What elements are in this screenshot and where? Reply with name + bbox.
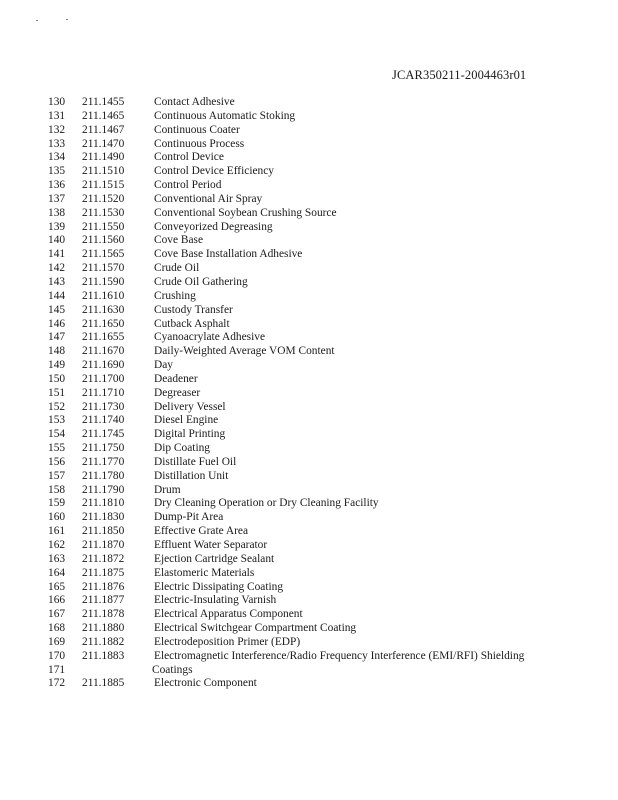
list-item (0, 373, 618, 387)
defined-term: Diesel Engine (154, 414, 219, 427)
line-number: 147 (48, 331, 66, 344)
line-number: 148 (48, 345, 66, 358)
line-number: 142 (48, 262, 66, 275)
section-number: 211.1883 (82, 649, 125, 662)
section-number: 211.1570 (82, 262, 125, 275)
defined-term: Effluent Water Separator (154, 539, 268, 551)
defined-term: Electromagnetic Interference/Radio Frequency Interference (EMI/RFI) Shielding (154, 649, 525, 662)
section-number: 211.1878 (82, 608, 125, 621)
list-item (0, 539, 618, 553)
section-number: 211.1490 (82, 151, 125, 164)
line-number: 169 (48, 635, 66, 648)
defined-term: Contact Adhesive (154, 96, 235, 108)
defined-term: Continuous Automatic Stoking (154, 109, 296, 122)
defined-term: Drum (154, 483, 181, 496)
defined-term: Continuous Process (154, 137, 245, 150)
line-number: 151 (48, 386, 66, 399)
list-item (0, 470, 618, 484)
section-number: 211.1780 (82, 469, 125, 482)
section-number: 211.1470 (82, 137, 125, 150)
line-number: 137 (48, 192, 66, 205)
line-number: 135 (48, 165, 66, 178)
defined-term: Degreaser (154, 386, 201, 399)
defined-term: Crude Oil (154, 262, 200, 275)
section-number: 211.1560 (82, 234, 125, 247)
list-item (0, 442, 618, 456)
document-id: JCAR350211-2004463r01 (392, 68, 527, 82)
defined-term: Continuous Coater (154, 123, 240, 136)
line-number: 159 (48, 497, 66, 510)
defined-term: Conventional Air Spray (154, 192, 263, 205)
defined-term: Conveyorized Degreasing (154, 220, 273, 233)
line-number: 160 (48, 511, 66, 524)
list-item (0, 179, 618, 193)
defined-term: Ejection Cartridge Sealant (154, 552, 275, 565)
line-number: 140 (48, 234, 66, 247)
line-number: 163 (48, 552, 66, 565)
scan-speck (66, 19, 68, 20)
list-item (0, 110, 618, 124)
list-item (0, 511, 618, 525)
list-item (0, 290, 618, 304)
list-item (0, 581, 618, 595)
line-number: 164 (48, 566, 66, 579)
line-number: 161 (48, 525, 66, 538)
section-number: 211.1515 (82, 179, 125, 192)
section-number: 211.1700 (82, 372, 125, 385)
line-number: 167 (48, 608, 66, 621)
section-number: 211.1745 (82, 428, 125, 441)
list-item (0, 207, 618, 221)
defined-term: Daily-Weighted Average VOM Content (154, 345, 335, 358)
list-item (0, 497, 618, 511)
defined-term: Electric Dissipating Coating (154, 580, 284, 593)
line-number: 131 (48, 109, 66, 122)
defined-term: Electrical Switchgear Compartment Coating (154, 622, 357, 635)
line-number: 141 (48, 248, 66, 261)
section-number: 211.1520 (82, 192, 125, 205)
list-item (0, 414, 618, 428)
section-number: 211.1870 (82, 539, 125, 551)
section-number: 211.1882 (82, 635, 125, 648)
line-number: 139 (48, 220, 66, 233)
list-item (0, 221, 618, 235)
defined-term: Electrodeposition Primer (EDP) (154, 635, 301, 648)
line-number: 138 (48, 206, 66, 219)
list-item (0, 456, 618, 470)
defined-term: Cutback Asphalt (154, 317, 230, 330)
line-number: 145 (48, 303, 66, 316)
line-number: 155 (48, 442, 66, 455)
list-item (0, 304, 618, 318)
defined-term: Distillate Fuel Oil (154, 455, 237, 468)
section-number: 211.1710 (82, 386, 125, 399)
line-number: 156 (48, 455, 66, 468)
line-number: 134 (48, 151, 66, 164)
section-number: 211.1550 (82, 220, 125, 233)
list-item (0, 664, 618, 678)
section-number: 211.1877 (82, 594, 125, 607)
list-item (0, 608, 618, 622)
section-number: 211.1730 (82, 400, 125, 413)
section-number: 211.1790 (82, 483, 125, 496)
list-item (0, 234, 618, 248)
section-number: 211.1690 (82, 359, 125, 372)
line-number: 149 (48, 359, 66, 372)
list-item (0, 650, 618, 664)
list-item (0, 636, 618, 650)
defined-term: Electrical Apparatus Component (154, 608, 303, 621)
section-number: 211.1630 (82, 303, 125, 316)
list-item (0, 387, 618, 401)
section-number: 211.1875 (82, 566, 125, 579)
line-number: 162 (48, 539, 66, 551)
defined-term: Deadener (154, 372, 198, 385)
section-number: 211.1650 (82, 317, 125, 330)
scan-speck (36, 20, 38, 21)
list-item (0, 248, 618, 262)
line-number: 154 (48, 428, 66, 441)
section-number: 211.1510 (82, 165, 125, 178)
defined-term: Digital Printing (154, 428, 226, 441)
line-number: 146 (48, 317, 66, 330)
list-item (0, 622, 618, 636)
defined-term: Electronic Component (154, 677, 257, 690)
defined-term: Day (154, 359, 173, 372)
line-number: 144 (48, 289, 66, 302)
section-number: 211.1610 (82, 289, 125, 302)
section-number: 211.1876 (82, 580, 125, 593)
defined-term: Dip Coating (154, 442, 211, 455)
defined-term: Cyanoacrylate Adhesive (154, 331, 266, 344)
definition-list (0, 96, 618, 691)
list-item (0, 525, 618, 539)
line-number: 152 (48, 400, 66, 413)
section-number: 211.1670 (82, 345, 125, 358)
list-item (0, 553, 618, 567)
line-number: 150 (48, 372, 66, 385)
line-number: 168 (48, 622, 66, 635)
defined-term: Control Period (154, 179, 222, 192)
section-number: 211.1850 (82, 525, 125, 538)
defined-term: Elastomeric Materials (154, 566, 255, 579)
section-number: 211.1655 (82, 331, 125, 344)
list-item (0, 677, 618, 691)
section-number: 211.1885 (82, 677, 125, 690)
defined-term: Conventional Soybean Crushing Source (154, 206, 337, 219)
section-number: 211.1455 (82, 96, 125, 108)
line-number: 133 (48, 137, 66, 150)
list-item (0, 151, 618, 165)
section-number: 211.1770 (82, 455, 125, 468)
defined-term: Electric-Insulating Varnish (154, 594, 277, 607)
defined-term: Dry Cleaning Operation or Dry Cleaning Facility (154, 497, 379, 510)
section-number: 211.1467 (82, 123, 125, 136)
list-item (0, 401, 618, 415)
defined-term: Control Device Efficiency (154, 165, 274, 178)
section-number: 211.1872 (82, 552, 125, 565)
list-item (0, 96, 618, 110)
defined-term: Crude Oil Gathering (154, 275, 248, 288)
line-number: 132 (48, 123, 66, 136)
line-number: 172 (48, 677, 66, 690)
list-item (0, 567, 618, 581)
section-number: 211.1565 (82, 248, 125, 261)
line-number: 153 (48, 414, 66, 427)
list-item (0, 331, 618, 345)
defined-term: Distillation Unit (154, 469, 229, 482)
defined-term: Control Device (154, 151, 224, 164)
section-number: 211.1830 (82, 511, 125, 524)
defined-term: Dump-Pit Area (154, 511, 224, 524)
defined-term: Cove Base Installation Adhesive (154, 248, 303, 261)
list-item (0, 193, 618, 207)
line-number: 171 (48, 663, 66, 676)
section-number: 211.1590 (82, 275, 125, 288)
defined-term: Delivery Vessel (154, 400, 226, 413)
defined-term: Coatings (152, 663, 193, 676)
line-number: 170 (48, 649, 66, 662)
line-number: 158 (48, 483, 66, 496)
section-number: 211.1810 (82, 497, 125, 510)
line-number: 136 (48, 179, 66, 192)
list-item (0, 165, 618, 179)
list-item (0, 345, 618, 359)
list-item (0, 359, 618, 373)
list-item (0, 124, 618, 138)
defined-term: Custody Transfer (154, 303, 233, 316)
section-number: 211.1465 (82, 109, 125, 122)
line-number: 165 (48, 580, 66, 593)
line-number: 157 (48, 469, 66, 482)
defined-term: Effective Grate Area (154, 525, 249, 538)
list-item (0, 484, 618, 498)
section-number: 211.1750 (82, 442, 125, 455)
list-item (0, 138, 618, 152)
line-number: 166 (48, 594, 66, 607)
section-number: 211.1880 (82, 622, 125, 635)
line-number: 143 (48, 275, 66, 288)
defined-term: Cove Base (154, 234, 204, 247)
defined-term: Crushing (154, 289, 196, 302)
section-number: 211.1530 (82, 206, 125, 219)
list-item (0, 262, 618, 276)
section-number: 211.1740 (82, 414, 125, 427)
line-number: 130 (48, 96, 66, 108)
list-item (0, 428, 618, 442)
list-item (0, 594, 618, 608)
list-item (0, 318, 618, 332)
list-item (0, 276, 618, 290)
